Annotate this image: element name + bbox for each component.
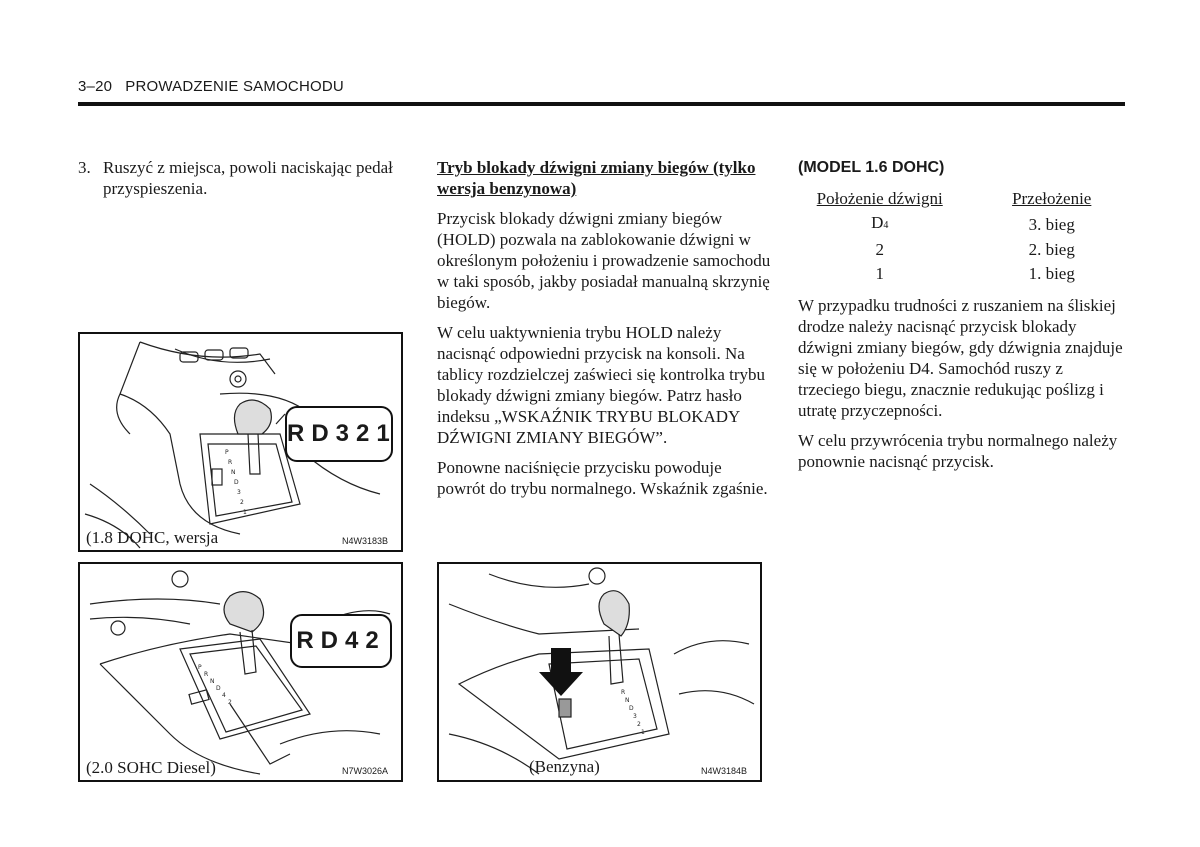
model-section bbox=[798, 157, 1128, 481]
header-rule bbox=[78, 102, 1125, 106]
figure-caption: (2.0 SOHC Diesel) bbox=[86, 758, 216, 777]
gear-table bbox=[804, 187, 1128, 286]
page-number: 3–20 bbox=[78, 78, 113, 95]
column-header: Przełożenie bbox=[1012, 189, 1092, 208]
gear-range-badge: RD321 bbox=[285, 406, 393, 462]
step-number: 3. bbox=[78, 158, 91, 177]
svg-text:P: P bbox=[225, 449, 229, 456]
figure-code: N7W3026A bbox=[342, 766, 389, 776]
figure-caption: (1.8 DOHC, wersja bbox=[86, 528, 219, 547]
cell-value: D bbox=[871, 213, 884, 232]
svg-text:R: R bbox=[228, 459, 233, 466]
svg-text:N: N bbox=[210, 678, 215, 685]
step-text: Ruszyć z miejsca, powoli naciskając pedał przyspieszenia. bbox=[103, 158, 393, 198]
svg-text:N: N bbox=[625, 697, 630, 704]
svg-text:R: R bbox=[621, 689, 626, 696]
figure-caption: (Benzyna) bbox=[529, 757, 600, 776]
paragraph: Ponowne naciśnięcie przycisku powoduje powrót do trybu normalnego. Wskaźnik zgaśnie. bbox=[437, 458, 768, 498]
figure-benzyna bbox=[437, 562, 762, 782]
table-row bbox=[804, 211, 1128, 238]
svg-text:2: 2 bbox=[637, 721, 641, 728]
svg-text:P: P bbox=[198, 664, 202, 671]
step-item bbox=[78, 157, 408, 199]
cell-subscript: 4 bbox=[883, 220, 889, 231]
figure-rd321 bbox=[78, 332, 403, 552]
gear-console-illustration bbox=[80, 564, 401, 780]
svg-text:D: D bbox=[629, 705, 634, 712]
table-row bbox=[804, 238, 1128, 262]
figure-code: N4W3183B bbox=[342, 536, 389, 546]
svg-text:2: 2 bbox=[228, 699, 232, 706]
column-header: Położenie dźwigni bbox=[816, 189, 943, 208]
svg-text:1: 1 bbox=[243, 509, 247, 516]
paragraph: W celu przywrócenia trybu normalnego należy ponownie nacisnąć przycisk. bbox=[798, 431, 1118, 471]
svg-text:2: 2 bbox=[240, 499, 244, 506]
table-header-row bbox=[804, 187, 1128, 211]
arrow-down-icon bbox=[539, 648, 583, 696]
section-heading: Tryb blokady dźwigni zmiany biegów (tylko wersja benzynowa) bbox=[437, 158, 756, 198]
svg-text:1: 1 bbox=[641, 729, 645, 736]
paragraph: Przycisk blokady dźwigni zmiany biegów (HOLD) pozwala na zablokowanie dźwigni w określonym położeniu i prowadzenie samochodu w taki sposób, jakby posiadał manualną skrzynię biegów. bbox=[437, 209, 771, 312]
table-cell: 1 bbox=[875, 264, 884, 283]
svg-text:D: D bbox=[234, 479, 239, 486]
table-row bbox=[804, 262, 1128, 286]
table-cell: 2 bbox=[875, 240, 884, 259]
paragraph: W przypadku trudności z ruszaniem na śliskiej drodze należy nacisnąć przycisk blokady dźwigni zmiany biegów, gdy dźwignia znajduje się w położeniu D4. Samochód ruszy z trzeciego biegu, znacznie redukując poślizg i utratę przyczepności. bbox=[798, 296, 1123, 420]
svg-text:N: N bbox=[231, 469, 236, 476]
gear-range-badge: RD42 bbox=[290, 614, 392, 668]
table-cell: 2. bieg bbox=[1028, 240, 1075, 259]
hold-mode-section bbox=[437, 157, 772, 508]
section-title: PROWADZENIE SAMOCHODU bbox=[125, 78, 344, 95]
table-cell: 3. bieg bbox=[1028, 214, 1075, 234]
model-title: (MODEL 1.6 DOHC) bbox=[798, 159, 945, 176]
svg-text:4: 4 bbox=[222, 692, 226, 699]
svg-text:3: 3 bbox=[237, 489, 241, 496]
paragraph: W celu uaktywnienia trybu HOLD należy nacisnąć odpowiedni przycisk na konsoli. Na tablicy rozdzielczej zaświeci się kontrolka trybu blokady dźwigni zmiany biegów. Patrz hasło indeksu „WSKAŹNIK TRYBU BLOKADY DŹWIGNI ZMIANY BIEGÓW”. bbox=[437, 323, 766, 447]
figure-code: N4W3184B bbox=[701, 766, 748, 776]
svg-text:3: 3 bbox=[633, 713, 637, 720]
figure-rd42 bbox=[78, 562, 403, 782]
table-cell: 1. bieg bbox=[1028, 264, 1075, 283]
svg-text:R: R bbox=[204, 671, 209, 678]
hold-button-illustration bbox=[439, 564, 760, 780]
table-cell bbox=[804, 211, 955, 238]
svg-text:D: D bbox=[216, 685, 221, 692]
page-header bbox=[78, 78, 344, 95]
